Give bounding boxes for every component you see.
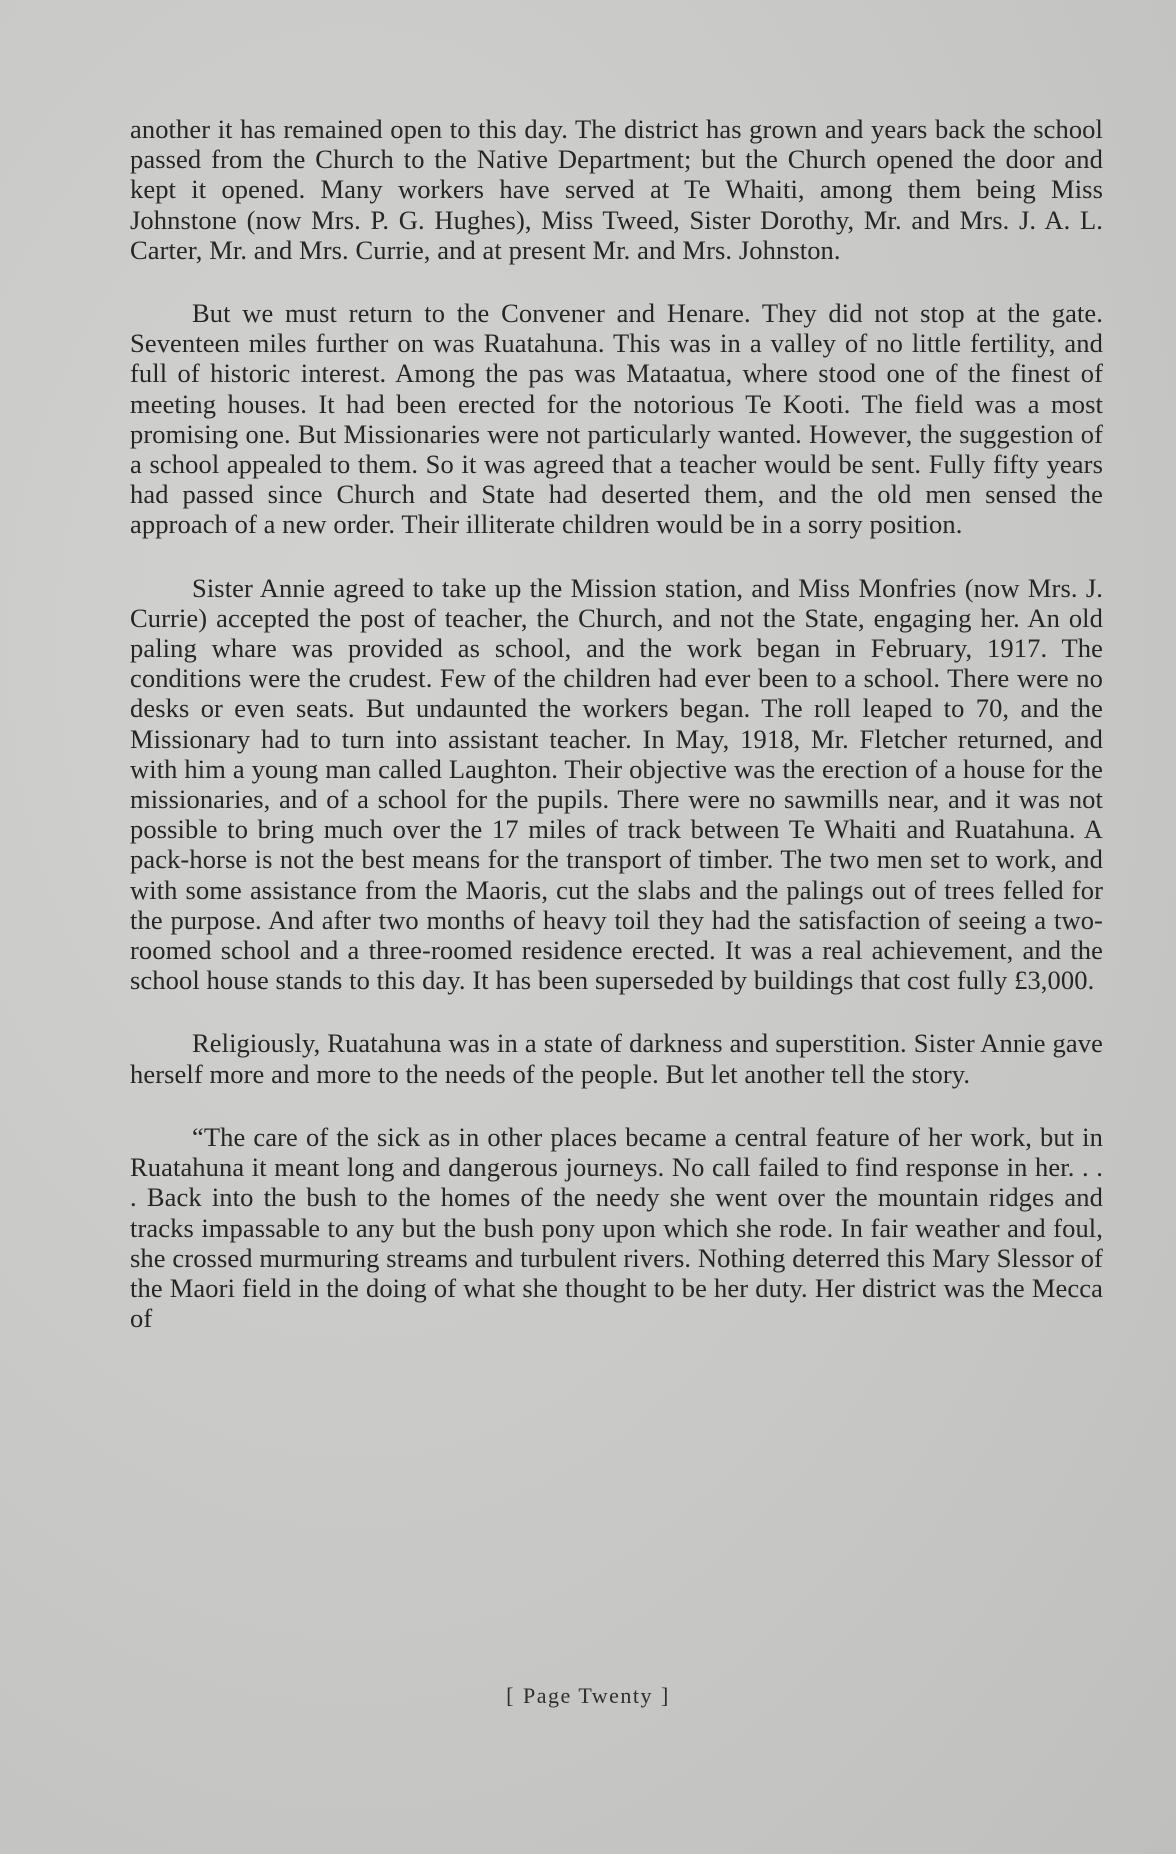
paragraph-4: Religiously, Ruatahuna was in a state of darkness and superstition. Sister Annie gave herself more and more to the needs of the people. But let another tell the story. bbox=[130, 1028, 1103, 1089]
footer-close-bracket: ] bbox=[661, 1683, 670, 1708]
paragraph-3: Sister Annie agreed to take up the Mission station, and Miss Monfries (now Mrs. J. Currie) accepted the post of teacher, the Church, and not the State, engaging her. An old paling whare was provided as school, and the work began in February, 1917. The conditions were the crudest. Few of the children had ever been to a school. There were no desks or even seats. But undaunted the workers began. The roll leaped to 70, and the Missionary had to turn into assistant teacher. In May, 1918, Mr. Fletcher returned, and with him a young man called Laughton. Their objective was the erection of a house for the missionaries, and of a school for the pupils. There were no sawmills near, and it was not possible to bring much over the 17 miles of track between Te Whaiti and Ruatahuna. A pack-horse is not the best means for the transport of timber. The two men set to work, and with some assistance from the Maoris, cut the slabs and the palings out of trees felled for the purpose. And after two months of heavy toil they had the satisfaction of seeing a two-roomed school and a three-roomed residence erected. It was a real achievement, and the school house stands to this day. It has been superseded by buildings that cost fully £3,000. bbox=[130, 572, 1103, 996]
paragraph-1: another it has remained open to this day. The district has grown and years back the school passed from the Church to the Native Department; but the Church opened the door and kept it opened. Many workers have served at Te Whaiti, among them being Miss Johnstone (now Mrs. P. G. Hughes), Miss Tweed, Sister Dorothy, Mr. and Mrs. J. A. L. Carter, Mr. and Mrs. Currie, and at present Mr. and Mrs. Johnston. bbox=[130, 114, 1103, 265]
page-number-label: Page Twenty bbox=[522, 1683, 654, 1708]
page-body bbox=[130, 114, 1103, 1366]
paragraph-2: But we must return to the Convener and Henare. They did not stop at the gate. Seventeen miles further on was Ruatahuna. This was in a valley of no little fertility, and full of historic interest. Among the pas was Mataatua, where stood one of the finest of meeting houses. It had been erected for the notorious Te Kooti. The field was a most promising one. But Missionaries were not particularly wanted. However, the suggestion of a school appealed to them. So it was agreed that a teacher would be sent. Fully fifty years had passed since Church and State had deserted them, and the old men sensed the approach of a new order. Their illiterate children would be in a sorry position. bbox=[130, 298, 1103, 540]
page-footer bbox=[0, 1683, 1176, 1709]
footer-open-bracket: [ bbox=[506, 1683, 515, 1708]
paragraph-5: “The care of the sick as in other places became a central feature of her work, but in Ruatahuna it meant long and dangerous journeys. No call failed to find response in her. . . . Back into the bush to the homes of the needy she went over the mountain ridges and tracks impassable to any but the bush pony upon which she rode. In fair weather and foul, she crossed murmuring streams and turbulent rivers. Nothing deterred this Mary Slessor of the Maori field in the doing of what she thought to be her duty. Her district was the Mecca of bbox=[130, 1121, 1103, 1334]
